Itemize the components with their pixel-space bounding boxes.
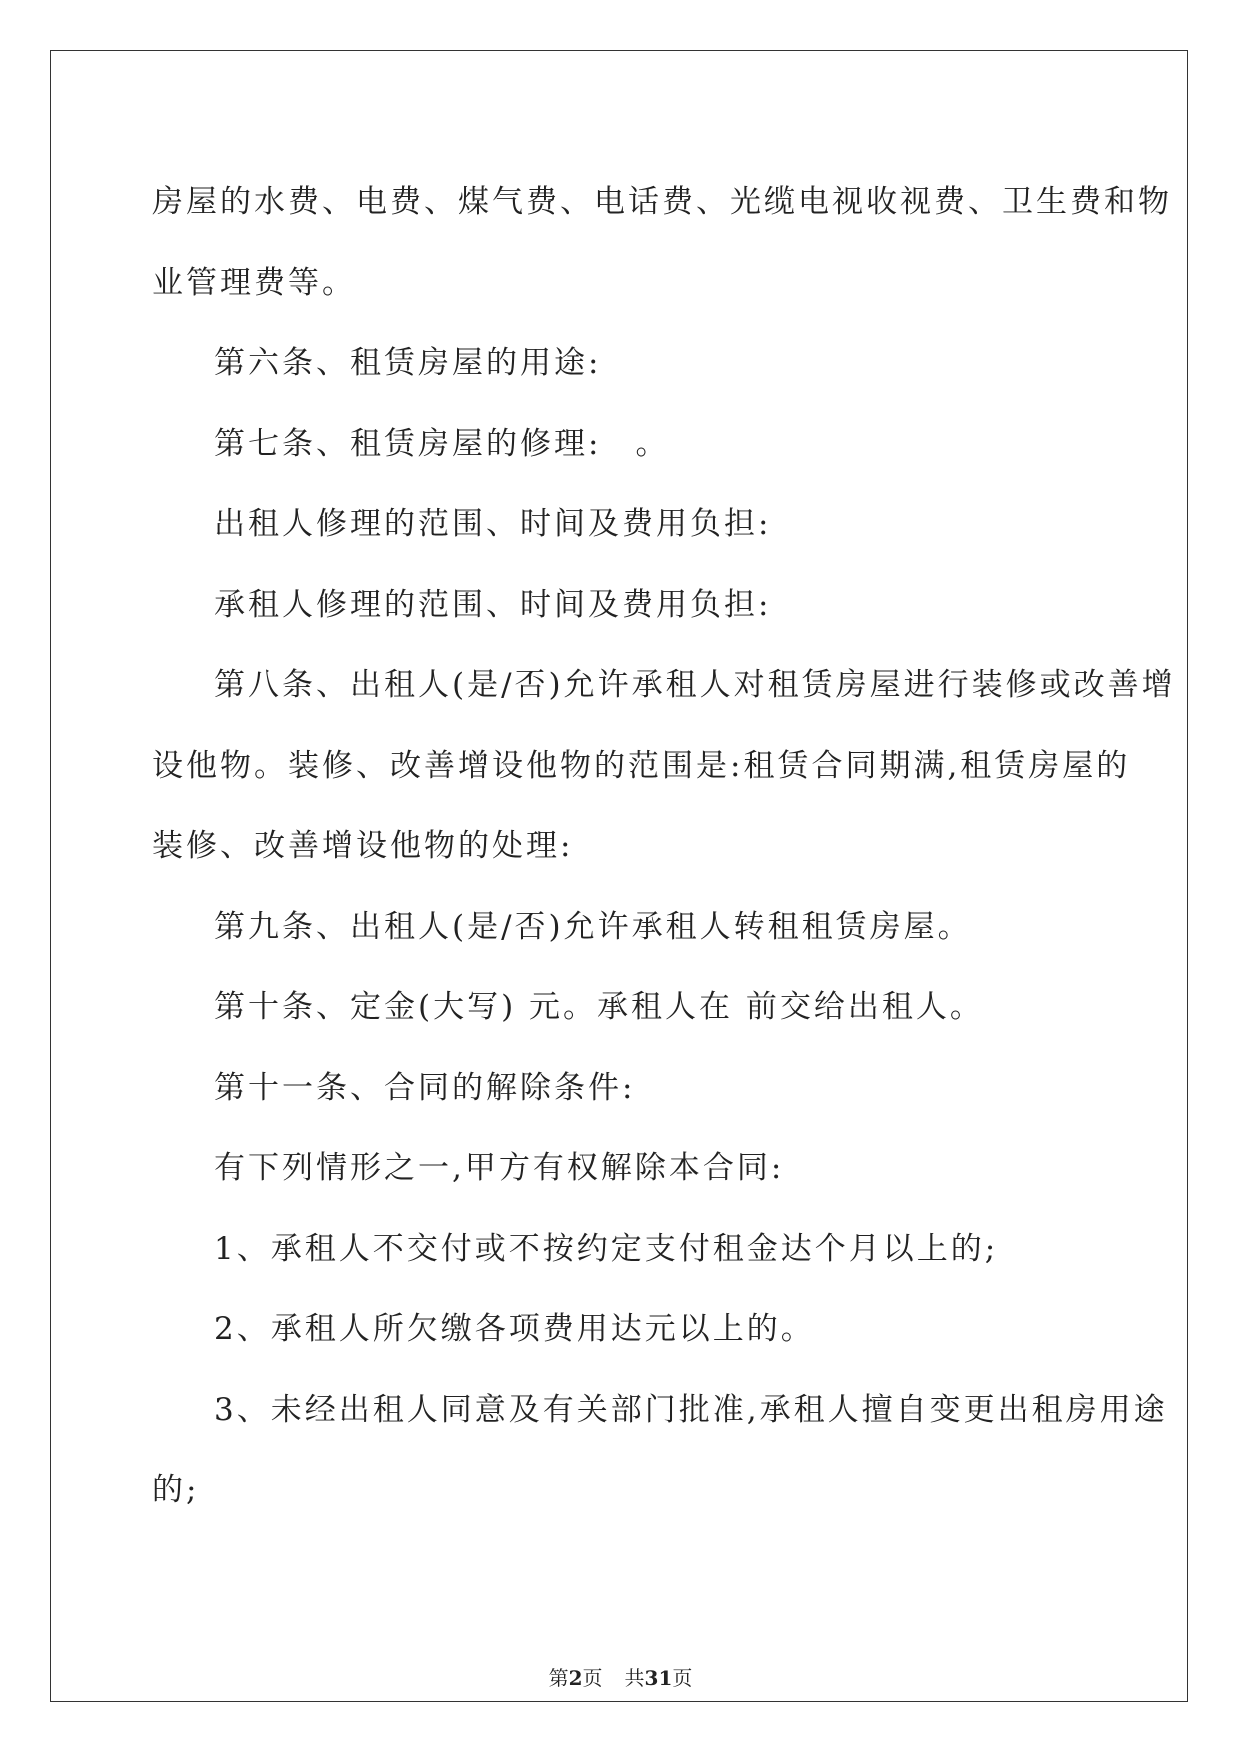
total-prefix: 共 xyxy=(624,1666,645,1690)
text-line-2: 业管理费等。 xyxy=(152,264,356,301)
page-suffix: 页 xyxy=(582,1666,603,1690)
condition-1-line: 1、承租人不交付或不按约定支付租金达个月以上的; xyxy=(214,1230,999,1267)
article-11-line: 第十一条、合同的解除条件: xyxy=(214,1069,636,1106)
total-pages: 31 xyxy=(644,1666,673,1690)
article-6-line: 第六条、租赁房屋的用途: xyxy=(214,345,602,381)
page-number: 2 xyxy=(568,1666,583,1690)
lessor-repair-line: 出租人修理的范围、时间及费用负担: xyxy=(214,506,772,542)
lessee-repair-line: 承租人修理的范围、时间及费用负担: xyxy=(214,586,772,623)
condition-2-line: 2、承租人所欠缴各项费用达元以上的。 xyxy=(214,1311,815,1347)
article-9-line: 第九条、出租人(是/否)允许承租人转租租赁房屋。 xyxy=(214,908,972,945)
termination-intro-line: 有下列情形之一,甲方有权解除本合同: xyxy=(214,1150,785,1186)
article-10-line: 第十条、定金(大写) 元。承租人在 前交给出租人。 xyxy=(214,989,984,1025)
text-line-1: 房屋的水费、电费、煤气费、电话费、光缆电视收视费、卫生费和物 xyxy=(152,184,1172,220)
article-8-line-1: 第八条、出租人(是/否)允许承租人对租赁房屋进行装修或改善增 xyxy=(214,667,1176,703)
page-footer xyxy=(0,1662,1241,1691)
condition-3-line-1: 3、未经出租人同意及有关部门批准,承租人擅自变更出租房用途 xyxy=(214,1391,1168,1428)
document-body xyxy=(152,162,1176,1531)
total-suffix: 页 xyxy=(672,1666,693,1690)
article-8-line-2: 设他物。装修、改善增设他物的范围是:租赁合同期满,租赁房屋的 xyxy=(152,747,1131,784)
article-7-line: 第七条、租赁房屋的修理: 。 xyxy=(214,425,670,462)
article-8-line-3: 装修、改善增设他物的处理: xyxy=(152,828,574,864)
page-prefix: 第 xyxy=(548,1666,569,1690)
condition-3-line-2: 的; xyxy=(152,1472,200,1508)
